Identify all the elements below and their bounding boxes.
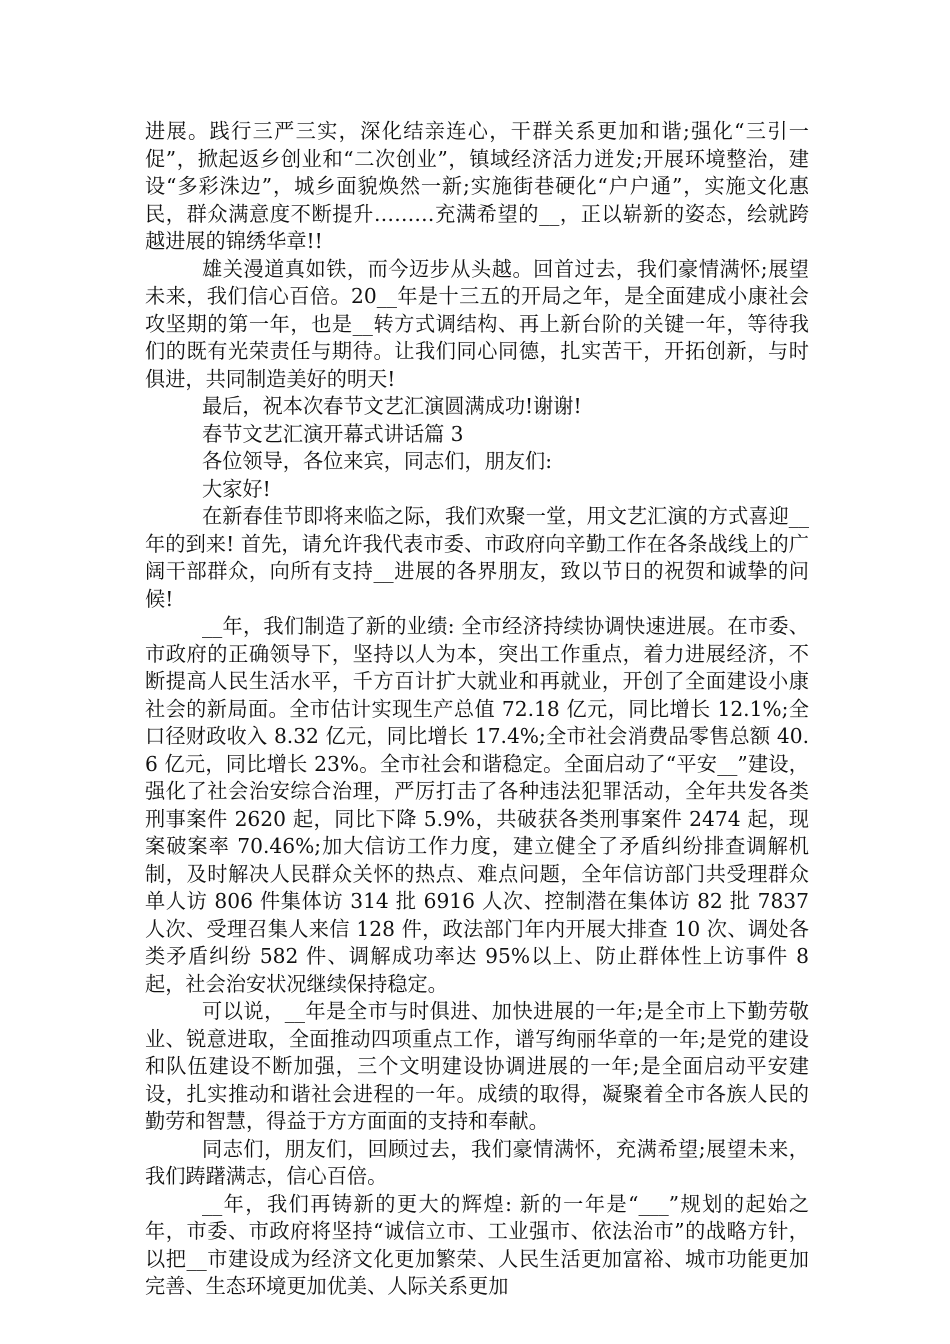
paragraph: 可以说，__年是全市与时俱进、加快进展的一年;是全市上下勤劳敬业、锐意进取，全面推动四项重点工作，谱写绚丽华章的一年;是党的建设和队伍建设不断加强，三个文明建设协调进展的一年;是全面启动平安建设，扎实推动和谐社会进程的一年。成绩的取得，凝聚着全市各族人民的勤劳和智慧，得益于方方面面的支持和奉献。: [145, 999, 809, 1133]
paragraph: 最后，祝本次春节文艺汇演圆满成功!谢谢!: [202, 394, 582, 418]
paragraph: 在新春佳节即将来临之际，我们欢聚一堂，用文艺汇演的方式喜迎__年的到来! 首先，请允许我代表市委、市政府向辛勤工作在各条战线上的广阔干部群众，向所有支持__进展的各界朋友，致以节日的祝贺和诚挚的问候!: [145, 504, 809, 611]
section-heading: 春节文艺汇演开幕式讲话篇 3: [202, 421, 464, 446]
paragraph: __年，我们再铸新的更大的辉煌: 新的一年是“___”规划的起始之年，市委、市政府将坚持“诚信立市、工业强市、依法治市”的战略方针，以把__市建设成为经济文化更加繁荣、人民生活更加富裕、城市功能更加完善、生态环境更加优美、人际关系更加: [145, 1191, 809, 1298]
paragraph: 同志们，朋友们，回顾过去，我们豪情满怀，充满希望;展望未来，我们踌躇满志，信心百倍。: [145, 1136, 809, 1188]
paragraph: __年，我们制造了新的业绩: 全市经济持续协调快速进展。在市委、市政府的正确领导下，坚持以人为本，突出工作重点，着力进展经济，不断提高人民生活水平，千方百计扩大就业和再就业，开创了全面建设小康社会的新局面。全市估计实现生产总值 72.18 亿元，同比增长 12.1%;全口径财政收入 8.32 亿元，同比增长 17.4%;全市社会消费品零售总额 40.6 亿元，同比增长 23%。全市社会和谐稳定。全面启动了“平安__”建设，强化了社会治安综合治理，严厉打击了各种违法犯罪活动，全年共发各类刑事案件 2620 起，同比下降 5.9%，共破获各类刑事案件 2474 起，现案破案率 70.46%;加大信访工作力度，建立健全了矛盾纠纷排查调解机制，及时解决人民群众关怀的热点、难点问题，全年信访部门共受理群众单人访 806 件集体访 314 批 6916 人次、控制潜在集体访 82 批 7837 人次、受理召集人来信 128 件，政法部门年内开展大排查 10 次、调处各类矛盾纠纷 582 件、调解成功率达 95%以上、防止群体性上访事件 8 起，社会治安状况继续保持稳定。: [145, 614, 809, 996]
document-page: [145, 118, 809, 1301]
salutation: 各位领导，各位来宾，同志们，朋友们:: [202, 449, 552, 473]
paragraph: 雄关漫道真如铁，而今迈步从头越。回首过去，我们豪情满怀;展望未来，我们信心百倍。20__年是十三五的开局之年，是全面建成小康社会攻坚期的第一年，也是__转方式调结构、再上新台阶的关键一年，等待我们的既有光荣责任与期待。让我们同心同德，扎实苦干，开拓创新，与时俱进，共同制造美好的明天!: [145, 256, 809, 391]
paragraph: 进展。践行三严三实，深化结亲连心，干群关系更加和谐;强化“三引一促”，掀起返乡创业和“二次创业”，镇域经济活力迸发;开展环境整治，建设“多彩洙边”，城乡面貌焕然一新;实施街巷硬化“户户通”，实施文化惠民，群众满意度不断提升………充满希望的__，正以崭新的姿态，绘就跨越进展的锦绣华章!!: [145, 119, 809, 253]
greeting: 大家好!: [202, 476, 271, 501]
